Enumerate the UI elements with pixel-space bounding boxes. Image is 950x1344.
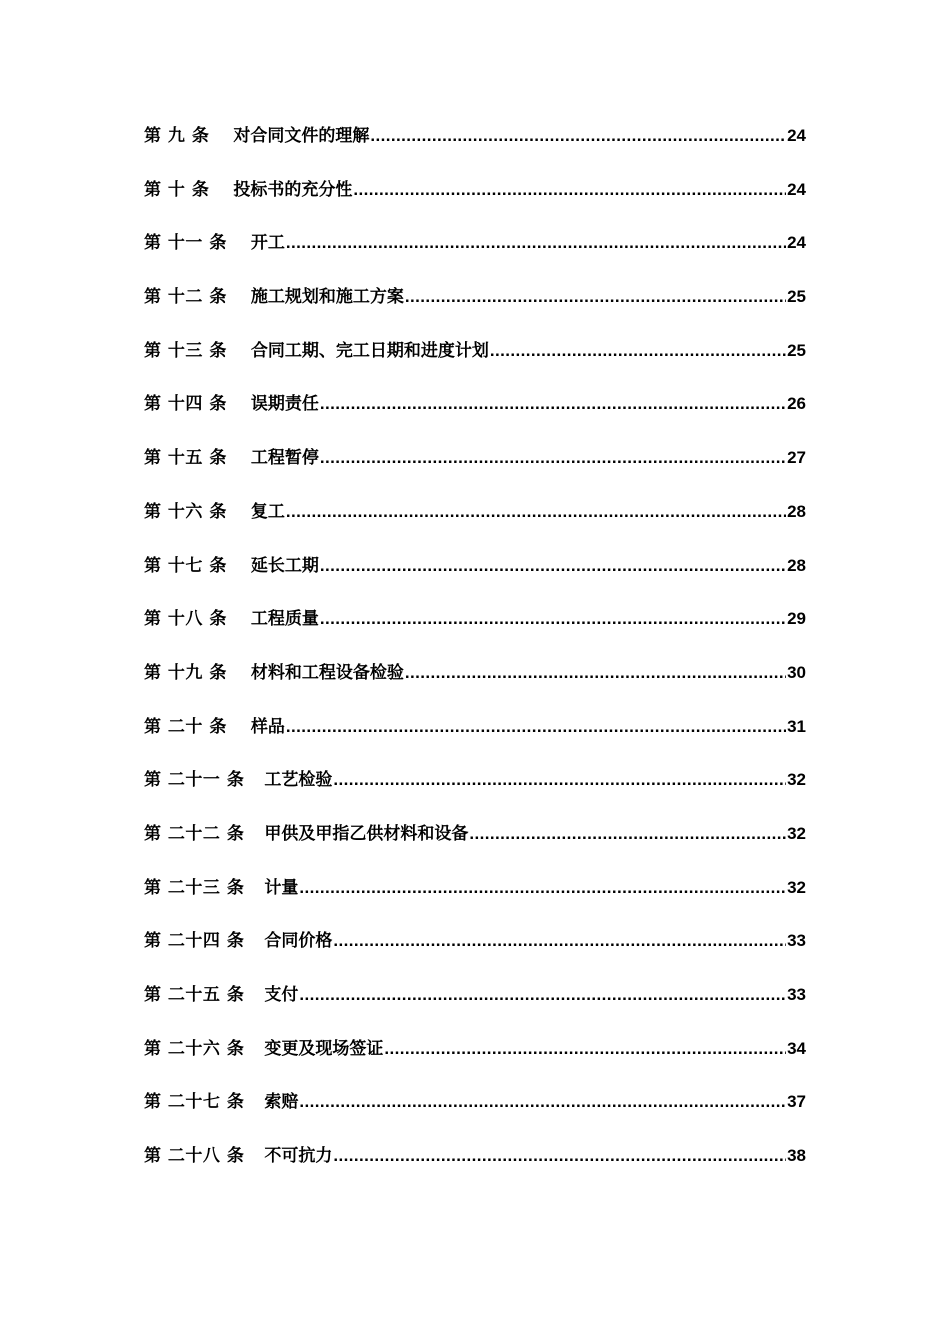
article-number: 第 二十五 条	[144, 985, 245, 1005]
article-number: 第 十八 条	[144, 609, 227, 630]
dot-leader	[405, 659, 786, 687]
page-number: 25	[787, 287, 806, 307]
page-number: 24	[787, 233, 806, 253]
dot-leader	[286, 498, 786, 526]
article-title: 工程质量	[250, 609, 319, 630]
article-title: 误期责任	[250, 394, 319, 415]
article-number: 第 二十七 条	[144, 1092, 245, 1113]
toc-entry[interactable]	[144, 874, 806, 928]
toc-entry[interactable]	[144, 927, 806, 981]
dot-leader	[490, 337, 786, 365]
page-number: 27	[787, 448, 806, 468]
dot-leader	[370, 122, 786, 150]
article-title: 支付	[264, 985, 299, 1005]
page-number: 37	[787, 1092, 806, 1112]
article-title: 开工	[250, 233, 285, 254]
page-number: 33	[787, 985, 806, 1004]
article-number: 第 二十八 条	[144, 1146, 245, 1167]
dot-leader	[320, 390, 786, 418]
article-title: 材料和工程设备检验	[250, 662, 404, 683]
article-number: 第 十三 条	[144, 340, 227, 361]
dot-leader	[469, 820, 786, 848]
article-number: 第 九 条	[144, 126, 210, 146]
dot-leader	[333, 766, 786, 794]
page-number: 25	[787, 340, 806, 360]
dot-leader	[320, 605, 786, 633]
toc-entry[interactable]	[144, 552, 806, 606]
toc-entry[interactable]	[144, 390, 806, 444]
article-number: 第 二十四 条	[144, 931, 245, 952]
article-number: 第 二十一 条	[144, 770, 245, 791]
article-title: 索赔	[264, 1092, 299, 1113]
toc-entry[interactable]	[144, 1142, 806, 1196]
toc-entry[interactable]	[144, 713, 806, 767]
page-number: 32	[787, 877, 806, 897]
article-number: 第 二十三 条	[144, 877, 245, 898]
dot-leader	[353, 176, 786, 204]
dot-leader	[320, 552, 786, 580]
article-number: 第 二十六 条	[144, 1038, 245, 1059]
article-number: 第 十 条	[144, 179, 210, 200]
toc-entry[interactable]	[144, 766, 806, 820]
article-number: 第 十六 条	[144, 501, 227, 522]
toc-entry[interactable]	[144, 444, 806, 498]
table-of-contents	[144, 122, 806, 1196]
toc-entry[interactable]	[144, 981, 806, 1035]
article-title: 合同价格	[264, 931, 333, 952]
dot-leader	[320, 444, 786, 472]
article-number: 第 二十二 条	[144, 823, 245, 844]
toc-entry[interactable]	[144, 229, 806, 283]
dot-leader	[299, 981, 786, 1009]
page-number: 32	[787, 770, 806, 790]
article-title: 变更及现场签证	[264, 1038, 384, 1059]
article-number: 第 二十 条	[144, 716, 227, 737]
page-number: 34	[787, 1038, 806, 1058]
article-title: 工程暂停	[250, 448, 319, 469]
article-number: 第 十七 条	[144, 555, 227, 576]
toc-entry[interactable]	[144, 605, 806, 659]
page-number: 30	[787, 662, 806, 682]
article-title: 投标书的充分性	[233, 179, 353, 200]
dot-leader	[286, 229, 786, 257]
toc-entry[interactable]	[144, 1035, 806, 1089]
page-number: 33	[787, 931, 806, 951]
toc-entry[interactable]	[144, 283, 806, 337]
toc-entry[interactable]	[144, 337, 806, 391]
toc-entry[interactable]	[144, 1088, 806, 1142]
dot-leader	[299, 874, 786, 902]
article-number: 第 十四 条	[144, 394, 227, 415]
article-number: 第 十九 条	[144, 662, 227, 683]
dot-leader	[286, 713, 786, 741]
page-number: 24	[787, 179, 806, 199]
toc-entry[interactable]	[144, 498, 806, 552]
toc-entry[interactable]	[144, 820, 806, 874]
toc-entry[interactable]	[144, 122, 806, 176]
page-number: 29	[787, 609, 806, 629]
article-title: 样品	[250, 716, 285, 737]
page-number: 28	[787, 555, 806, 575]
dot-leader	[405, 283, 786, 311]
toc-entry[interactable]	[144, 176, 806, 230]
article-number: 第 十五 条	[144, 448, 227, 469]
page-number: 31	[787, 716, 806, 736]
page-number: 38	[787, 1146, 806, 1166]
dot-leader	[384, 1035, 786, 1063]
article-title: 对合同文件的理解	[233, 126, 370, 146]
article-title: 施工规划和施工方案	[250, 287, 404, 308]
dot-leader	[299, 1088, 786, 1116]
page-number: 32	[787, 823, 806, 843]
article-title: 计量	[264, 877, 299, 898]
page-number: 28	[787, 501, 806, 521]
dot-leader	[333, 1142, 786, 1170]
article-title: 延长工期	[250, 555, 319, 576]
article-title: 合同工期、完工日期和进度计划	[250, 340, 489, 361]
article-title: 不可抗力	[264, 1146, 333, 1167]
page-number: 26	[787, 394, 806, 414]
article-title: 复工	[250, 501, 285, 522]
dot-leader	[333, 927, 786, 955]
article-title: 甲供及甲指乙供材料和设备	[264, 823, 469, 844]
article-title: 工艺检验	[264, 770, 333, 791]
toc-entry[interactable]	[144, 659, 806, 713]
page-number: 24	[787, 126, 806, 145]
article-number: 第 十一 条	[144, 233, 227, 254]
article-number: 第 十二 条	[144, 287, 227, 308]
